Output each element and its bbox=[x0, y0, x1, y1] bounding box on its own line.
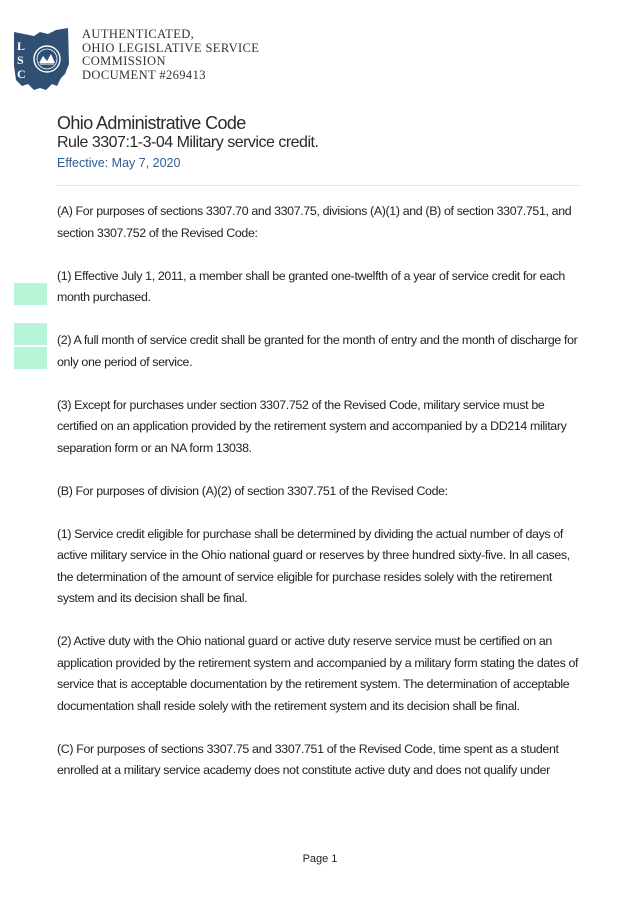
rule-heading: Rule 3307:1-3-04 Military service credit. bbox=[57, 134, 319, 151]
svg-text:S: S bbox=[17, 53, 24, 67]
paragraph-a2: (2) A full month of service credit shall be granted for the month of entry and the month of discharge for only one period of service. bbox=[57, 333, 578, 369]
paragraph-a3: (3) Except for purchases under section 3307.752 of the Revised Code, military service must be certified on an application provided by the retirement system and accompanied by a DD214 military separation form or an NA form 13038. bbox=[57, 397, 567, 455]
paragraph-c: (C) For purposes of sections 3307.75 and 3307.751 of the Revised Code, time spent as a student enrolled at a military service academy does not constitute active duty and does not qualify under bbox=[57, 741, 559, 777]
page-number: Page 1 bbox=[302, 853, 338, 865]
rule-body bbox=[57, 201, 587, 803]
authentication-notice bbox=[82, 28, 259, 82]
highlight-marker bbox=[14, 283, 47, 305]
document-title: Ohio Administrative Code bbox=[57, 113, 246, 133]
svg-text:L: L bbox=[17, 39, 26, 53]
effective-date: Effective: May 7, 2020 bbox=[57, 156, 181, 170]
header-divider bbox=[57, 185, 581, 186]
lsc-ohio-logo bbox=[12, 26, 72, 92]
auth-line: AUTHENTICATED, bbox=[82, 27, 195, 41]
paragraph-b1: (1) Service credit eligible for purchase shall be determined by dividing the actual number of days of active military service in the Ohio national guard or reserves by three hundred sixty-five. In all cases, the determination of the amount of service eligible for purchase resides solely with the retirement system and its decision shall be final. bbox=[57, 526, 570, 605]
paragraph-b2: (2) Active duty with the Ohio national guard or active duty reserve service must be certified on an application provided by the retirement system and accompanied by a military form stating the dates of service that is acceptable documentation by the retirement system. The determination of acceptable documentation shall reside solely with the retirement system and its decision shall be final. bbox=[57, 634, 579, 713]
paragraph-b: (B) For purposes of division (A)(2) of section 3307.751 of the Revised Code: bbox=[57, 483, 448, 498]
paragraph-a1: (1) Effective July 1, 2011, a member shall be granted one-twelfth of a year of service credit for each month purchased. bbox=[57, 268, 565, 304]
highlight-marker bbox=[14, 347, 47, 369]
paragraph-a: (A) For purposes of sections 3307.70 and 3307.75, divisions (A)(1) and (B) of section 3307.751, and section 3307.752 of the Revised Code: bbox=[57, 204, 572, 240]
svg-text:C: C bbox=[17, 67, 26, 81]
auth-line: DOCUMENT #269413 bbox=[82, 67, 206, 82]
highlight-marker bbox=[14, 323, 47, 345]
auth-line: OHIO LEGISLATIVE SERVICE bbox=[82, 40, 260, 55]
auth-line: COMMISSION bbox=[82, 54, 166, 69]
